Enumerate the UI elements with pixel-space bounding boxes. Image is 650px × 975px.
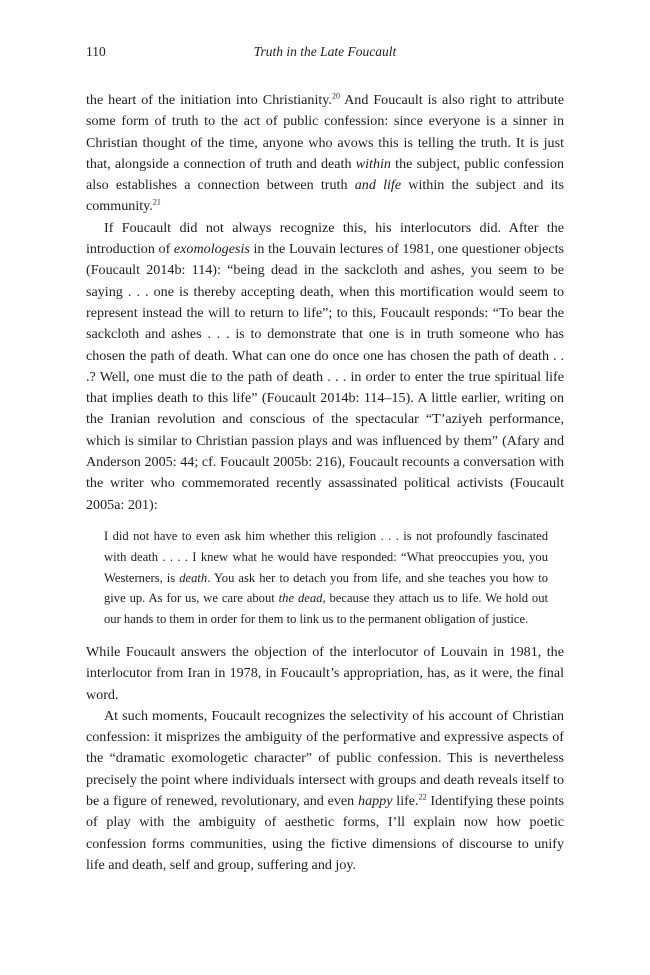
text-run: While Foucault answers the objection of the interlocutor of Louvain in 1981, the interlocutor from Iran in 1978, in Foucault’s appropriation, has, as it were, the final word.	[86, 643, 564, 703]
text-run: Identifying these points of play with the ambiguity of aesthetic forms, I’ll explain now how poetic confession forms communities, using the fictive dimensions of discourse to unify life and death, self and group, suffering and joy.	[86, 793, 565, 873]
paragraph-2	[86, 218, 564, 516]
text-run: If Foucault did not always recognize this, his interlocutors did. After the introduction of	[86, 219, 564, 258]
text-run: within the subject and its community.	[86, 177, 564, 215]
page-number: 110	[86, 44, 106, 59]
paragraph-3	[86, 642, 564, 706]
paragraph-4	[86, 706, 564, 876]
running-title: Truth in the Late Foucault	[253, 44, 397, 59]
footnote-ref-22: 22	[418, 792, 427, 802]
italic-run: within	[355, 155, 391, 172]
footnote-ref-20: 20	[331, 91, 340, 101]
footnote-ref-21: 21	[152, 197, 161, 207]
italic-run: the dead	[278, 591, 323, 606]
text-run: , because they attach us to life. We hold out our hands to them in order for them to link us to the permanent obligation of justice.	[104, 591, 549, 627]
text-run: in the Louvain lectures of 1981, one questioner objects (Foucault 2014b: 114): “being dead in the sackcloth and ashes, you seem to be saying . . . one is thereby accepting death, when this mortification would seem to represent instead the will to return to life”; to this, Foucault responds: “To bear the sackcloth and ashes . . . is to demonstrate that one is in truth someone who has chosen the path of death. What can one do once one has chosen the path of death . . .? Well, one must die to the path of death . . . in order to enter the true spiritual life that implies death to this life” (Foucault 2014b: 114–15). A little earlier, writing on the Iranian revolution and conscious of the spectacular “T’aziyeh performance, which is similar to Christian passion plays and was influenced by them” (Afary and Anderson 2005: 44; cf. Foucault 2005b: 216), Foucault recounts a conversation with the writer who commemorated recently assassinated political activists (Foucault 2005a: 201):	[86, 241, 564, 513]
block-quote	[104, 526, 548, 630]
italic-run: happy	[358, 793, 393, 809]
italic-run: and life	[354, 177, 402, 194]
text-run: At such moments, Foucault recognizes the selectivity of his account of Christian confession: it misprizes the ambiguity of the performative and expressive aspects of the “dramatic exomologetic character” of public confession. This is nevertheless precisely the point where individuals intersect with groups and death reveals itself to be a figure of renewed, revolutionary, and even	[86, 707, 564, 809]
italic-run: death	[179, 570, 208, 585]
body-text	[86, 90, 564, 876]
italic-run: exomologesis	[173, 241, 250, 258]
text-run: I did not have to even ask him whether this religion . . . is not profoundly fascinated with death . . . . I knew what he would have responded: “What preoccupies you, you Westerners, is	[104, 528, 548, 585]
text-run: the subject, public confession also establishes a connection between truth	[86, 155, 564, 194]
page-header	[86, 44, 564, 64]
text-run: the heart of the initiation into Christianity.	[86, 92, 332, 108]
paragraph-1	[86, 90, 564, 218]
text-run: And Foucault is also right to attribute some form of truth to the act of public confession: since everyone is a sinner in Christian thought of the time, anyone who avows this is telling the truth. It is just that, alongside a connection of truth and death	[86, 92, 565, 172]
text-run: life.	[392, 793, 419, 809]
text-run: . You ask her to detach you from life, and she teaches you how to give up. As for us, we care about	[104, 570, 548, 606]
